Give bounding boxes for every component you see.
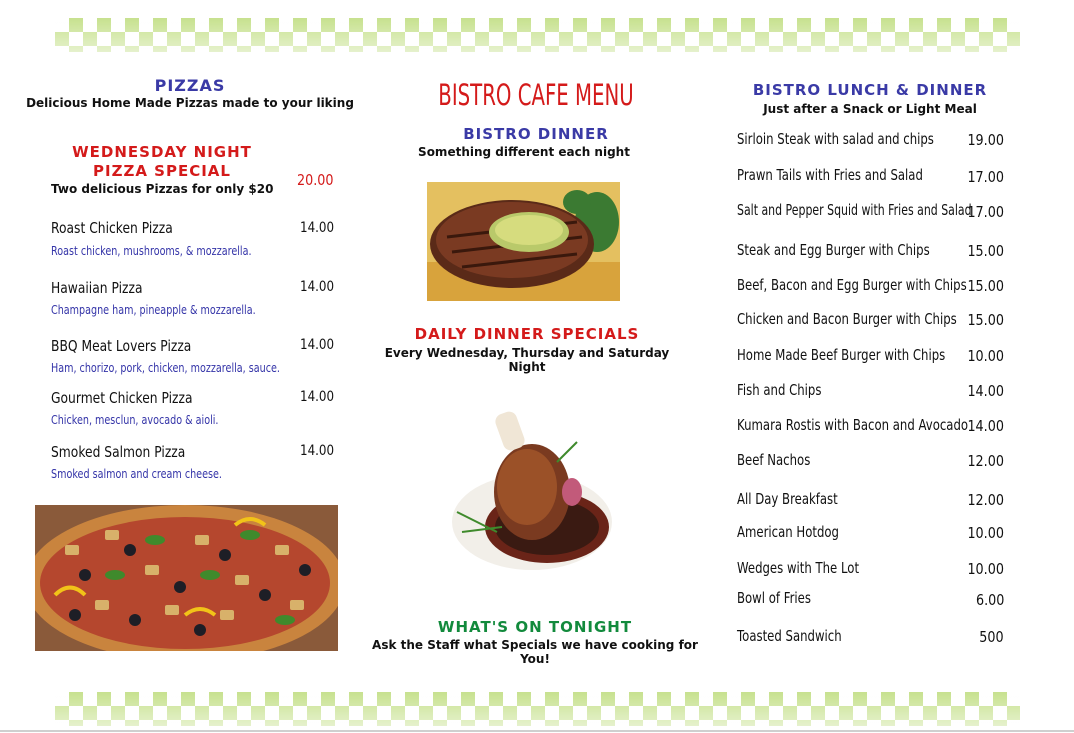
bottom-checker-border: [55, 692, 1020, 726]
pizza-name: Roast Chicken Pizza: [51, 219, 173, 237]
top-checker-border: [55, 18, 1020, 52]
lunch-item-name: Fish and Chips: [737, 381, 822, 399]
pizzas-subtitle: Delicious Home Made Pizzas made to your liking: [26, 96, 354, 110]
pizza-name: BBQ Meat Lovers Pizza: [51, 337, 192, 355]
lunch-item-price: 17.00: [967, 203, 1004, 221]
pizza-name: Smoked Salmon Pizza: [51, 443, 186, 461]
lunch-item-price: 10.00: [967, 347, 1004, 365]
lunch-item-name: Steak and Egg Burger with Chips: [737, 241, 930, 259]
lunch-item-price: 19.00: [967, 131, 1004, 149]
dinner-title: BISTRO DINNER: [463, 125, 609, 143]
pizza-price: 14.00: [300, 279, 335, 295]
pizzas-title: PIZZAS: [154, 76, 226, 95]
lunch-item-name: Toasted Sandwich: [737, 627, 842, 645]
lunch-item-name: Kumara Rostis with Bacon and Avocado: [737, 416, 969, 434]
lunch-item-name: American Hotdog: [737, 523, 839, 541]
pizza-photo: [35, 505, 338, 651]
lunch-item-price: 10.00: [967, 524, 1004, 542]
pizza-desc: Ham, chorizo, pork, chicken, mozzarella, sauce.: [51, 361, 280, 375]
lunch-item-price: 12.00: [967, 491, 1004, 509]
specials-subtitle: Every Wednesday, Thursday and Saturday Night: [384, 346, 670, 374]
special-title-line1: WEDNESDAY NIGHT: [72, 143, 252, 161]
lunch-item-name: Bowl of Fries: [737, 589, 811, 607]
lunch-item-name: Prawn Tails with Fries and Salad: [737, 166, 923, 184]
pizza-desc: Champagne ham, pineapple & mozzarella.: [51, 303, 256, 317]
specials-title: DAILY DINNER SPECIALS: [414, 325, 640, 343]
pizza-name: Gourmet Chicken Pizza: [51, 389, 193, 407]
lunch-item-name: Sirloin Steak with salad and chips: [737, 130, 934, 148]
page-edge-line: [0, 730, 1074, 732]
pizza-name: Hawaiian Pizza: [51, 279, 143, 297]
lunch-item-price: 6.00: [975, 591, 1004, 609]
lamb-shank-photo: [447, 402, 617, 577]
lunch-item-price: 15.00: [967, 311, 1004, 329]
lunch-item-name: Salt and Pepper Squid with Fries and Salad: [737, 201, 972, 219]
lunch-item-price: 500: [979, 628, 1004, 646]
special-price: 20.00: [297, 171, 334, 189]
tonight-subtitle: Ask the Staff what Specials we have cooking for You!: [372, 638, 698, 666]
lunch-item-name: All Day Breakfast: [737, 490, 838, 508]
tonight-title: WHAT'S ON TONIGHT: [437, 618, 633, 636]
lunch-item-name: Beef Nachos: [737, 451, 811, 469]
lunch-item-price: 14.00: [967, 382, 1004, 400]
lunch-item-price: 10.00: [967, 560, 1004, 578]
pizza-desc: Smoked salmon and cream cheese.: [51, 467, 222, 481]
lunch-item-name: Beef, Bacon and Egg Burger with Chips: [737, 276, 967, 294]
steak-photo: [427, 182, 620, 301]
lunch-item-name: Chicken and Bacon Burger with Chips: [737, 310, 957, 328]
menu-title: BISTRO CAFE MENU: [438, 78, 634, 112]
pizza-price: 14.00: [300, 337, 335, 353]
lunch-item-name: Wedges with The Lot: [737, 559, 860, 577]
dinner-subtitle: Something different each night: [418, 145, 630, 159]
lunch-item-price: 15.00: [967, 277, 1004, 295]
pizza-price: 14.00: [300, 220, 335, 236]
pizza-price: 14.00: [300, 443, 335, 459]
special-description: Two delicious Pizzas for only $20: [51, 182, 274, 196]
pizza-desc: Chicken, mesclun, avocado & aioli.: [51, 413, 219, 427]
lunch-item-price: 14.00: [967, 417, 1004, 435]
lunch-item-price: 12.00: [967, 452, 1004, 470]
lunch-subtitle: Just after a Snack or Light Meal: [763, 102, 977, 116]
lunch-item-price: 15.00: [967, 242, 1004, 260]
special-title-line2: PIZZA SPECIAL: [93, 162, 231, 180]
pizza-desc: Roast chicken, mushrooms, & mozzarella.: [51, 244, 252, 258]
lunch-item-price: 17.00: [967, 168, 1004, 186]
pizza-price: 14.00: [300, 389, 335, 405]
lunch-item-name: Home Made Beef Burger with Chips: [737, 346, 946, 364]
lunch-title: BISTRO LUNCH & DINNER: [752, 81, 988, 99]
